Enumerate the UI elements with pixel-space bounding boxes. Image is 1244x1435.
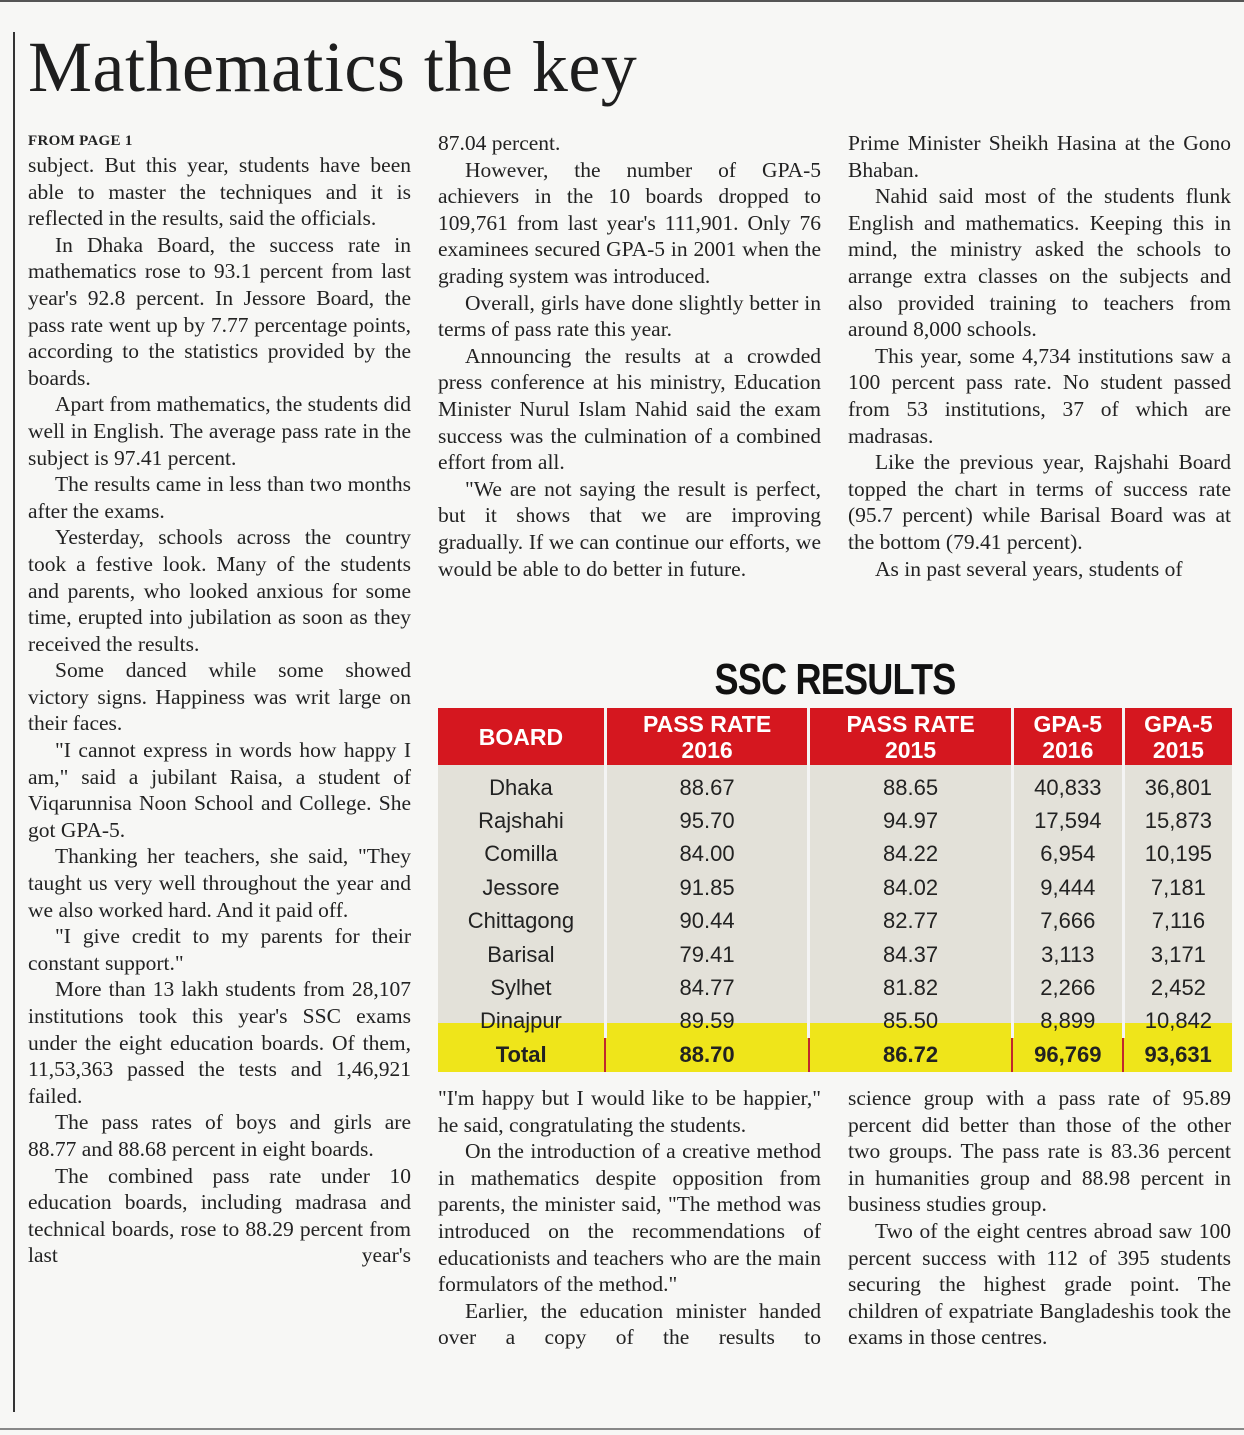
header-label: PASS RATE bbox=[642, 710, 772, 737]
total-row bbox=[438, 1038, 1232, 1071]
paragraph: In Dhaka Board, the success rate in mathematics rose to 93.1 percent from last year's 92.8 percent. In Jessore Board, the pass rate went up by 7.77 percentage points, according to the statistics provided by the boards. bbox=[28, 232, 411, 390]
ssc-results-table bbox=[438, 708, 1232, 1072]
value-cell: 95.70 bbox=[605, 804, 808, 837]
value-cell: 94.97 bbox=[809, 804, 1012, 837]
total-value-cell: 88.70 bbox=[605, 1038, 808, 1071]
header-label: GPA-5 bbox=[1033, 710, 1103, 737]
header-year: 2015 bbox=[884, 736, 937, 763]
table-row bbox=[438, 871, 1232, 904]
header-year: 2016 bbox=[681, 736, 733, 763]
value-cell: 7,181 bbox=[1123, 871, 1232, 904]
board-name-cell: Comilla bbox=[438, 838, 605, 871]
article-column-3-top bbox=[848, 130, 1231, 582]
table-row bbox=[438, 838, 1232, 871]
header-year: 2016 bbox=[1042, 736, 1094, 763]
board-name-cell: Dinajpur bbox=[438, 1005, 605, 1038]
header-label: PASS RATE bbox=[846, 710, 975, 737]
board-name-cell: Jessore bbox=[438, 871, 605, 904]
value-cell: 17,594 bbox=[1012, 804, 1123, 837]
table-row bbox=[438, 938, 1232, 971]
paragraph: However, the number of GPA-5 achievers in the 10 boards dropped to 109,761 from last year's 111,901. Only 76 examinees secured GPA-5 in 2001 when the grading system was introduced. bbox=[438, 157, 821, 288]
paragraph: Announcing the results at a crowded press conference at his ministry, Education Minister Nurul Islam Nahid said the exam success was the culmination of a combined effort from all. bbox=[438, 343, 821, 475]
paragraph: Two of the eight centres abroad saw 100 percent success with 112 of 395 students securing the highest grade point. The children of expatriate Bangladeshis took the exams in those centres. bbox=[848, 1218, 1231, 1350]
paragraph: science group with a pass rate of 95.89 percent did better than those of the other two groups. The pass rate is 83.36 percent in humanities group and 88.98 percent in business studies group. bbox=[848, 1086, 1231, 1217]
headline: Mathematics the key bbox=[28, 27, 638, 107]
table-row bbox=[438, 804, 1232, 837]
value-cell: 84.02 bbox=[809, 871, 1012, 904]
value-cell: 15,873 bbox=[1123, 804, 1232, 837]
board-name-cell: Dhaka bbox=[438, 765, 605, 804]
paragraph: As in past several years, students of bbox=[875, 556, 1183, 581]
value-cell: 7,116 bbox=[1123, 905, 1232, 938]
value-cell: 84.77 bbox=[605, 971, 808, 1004]
article-column-1 bbox=[28, 130, 411, 1269]
value-cell: 10,195 bbox=[1123, 838, 1232, 871]
value-cell: 2,452 bbox=[1123, 971, 1232, 1004]
header-label: GPA-5 bbox=[1144, 710, 1213, 737]
table-title: SSC RESULTS bbox=[714, 655, 956, 704]
paragraph: "We are not saying the result is perfect, but it shows that we are improving gradually. If we can continue our efforts, we would be able to do better in future. bbox=[438, 476, 821, 581]
value-cell: 3,171 bbox=[1123, 938, 1232, 971]
value-cell: 82.77 bbox=[809, 905, 1012, 938]
paragraph: Nahid said most of the students flunk English and mathematics. Keeping this in mind, the ministry asked the schools to arrange extra classes on the subjects and also provided training to teachers from around 8,000 schools. bbox=[848, 184, 1231, 342]
column-rule bbox=[13, 32, 15, 1412]
paragraph: 87.04 percent. bbox=[438, 131, 561, 155]
column-header-pass-rate-2015 bbox=[809, 708, 1012, 765]
paragraph: More than 13 lakh students from 28,107 institutions took this year's SSC exams under the eight education boards. Of them, 11,53,363 passed the tests and 1,46,921 failed. bbox=[28, 977, 411, 1108]
column-header-pass-rate-2016 bbox=[605, 708, 808, 765]
bottom-rule bbox=[0, 1428, 1244, 1430]
paragraph: subject. But this year, students have been able to master the techniques and it is reflected in the results, said the officials. bbox=[28, 153, 411, 231]
value-cell: 85.50 bbox=[809, 1005, 1012, 1038]
value-cell: 90.44 bbox=[605, 905, 808, 938]
value-cell: 3,113 bbox=[1012, 938, 1123, 971]
total-value-cell: 86.72 bbox=[809, 1038, 1012, 1071]
value-cell: 36,801 bbox=[1123, 765, 1232, 804]
value-cell: 88.65 bbox=[809, 765, 1012, 804]
paragraph: "I'm happy but I would like to be happier," he said, congratulating the students. bbox=[438, 1086, 821, 1137]
value-cell: 7,666 bbox=[1012, 905, 1123, 938]
value-cell: 84.37 bbox=[809, 938, 1012, 971]
value-cell: 8,899 bbox=[1012, 1005, 1123, 1038]
column-header-board bbox=[438, 708, 605, 765]
paragraph: Thanking her teachers, she said, "They taught us very well throughout the year and we also worked hard. And it paid off. bbox=[28, 844, 411, 922]
value-cell: 84.22 bbox=[809, 838, 1012, 871]
board-name-cell: Rajshahi bbox=[438, 804, 605, 837]
kicker: FROM PAGE 1 bbox=[28, 133, 133, 149]
value-cell: 81.82 bbox=[809, 971, 1012, 1004]
article-column-3-bottom bbox=[848, 1085, 1231, 1351]
value-cell: 9,444 bbox=[1012, 871, 1123, 904]
value-cell: 91.85 bbox=[605, 871, 808, 904]
table-row bbox=[438, 905, 1232, 938]
value-cell: 79.41 bbox=[605, 938, 808, 971]
paragraph: This year, some 4,734 institutions saw a 100 percent pass rate. No student passed from 53 institutions, 37 of which are madrasas. bbox=[848, 343, 1231, 448]
article-column-2-top bbox=[438, 130, 821, 582]
board-name-cell: Sylhet bbox=[438, 971, 605, 1004]
paragraph: Prime Minister Sheikh Hasina at the Gono Bhaban. bbox=[848, 131, 1231, 182]
total-value-cell: 93,631 bbox=[1123, 1038, 1232, 1071]
value-cell: 84.00 bbox=[605, 838, 808, 871]
value-cell: 6,954 bbox=[1012, 838, 1123, 871]
value-cell: 88.67 bbox=[605, 765, 808, 804]
paragraph: Some danced while some showed victory signs. Happiness was writ large on their faces. bbox=[28, 658, 411, 736]
table-row bbox=[438, 765, 1232, 804]
paragraph: "I give credit to my parents for their constant support." bbox=[28, 924, 411, 975]
table-row bbox=[438, 1005, 1232, 1038]
header-label: BOARD bbox=[478, 723, 564, 750]
paragraph: The combined pass rate under 10 education boards, including madrasa and technical boards, rose to 88.29 percent from last year's bbox=[28, 1163, 411, 1268]
paragraph: Apart from mathematics, the students did well in English. The average pass rate in the subject is 97.41 percent. bbox=[28, 392, 411, 470]
table-header-row bbox=[438, 708, 1232, 765]
paragraph: Overall, girls have done slightly better in terms of pass rate this year. bbox=[438, 290, 821, 342]
table-row bbox=[438, 971, 1232, 1004]
total-label-cell: Total bbox=[438, 1038, 605, 1071]
paragraph: "I cannot express in words how happy I am," said a jubilant Raisa, a student of Viqarunnisa Noon School and College. She got GPA-5. bbox=[28, 738, 411, 842]
total-value-cell: 96,769 bbox=[1012, 1038, 1123, 1071]
board-name-cell: Barisal bbox=[438, 938, 605, 971]
value-cell: 2,266 bbox=[1012, 971, 1123, 1004]
paragraph: The results came in less than two months after the exams. bbox=[28, 472, 411, 523]
header-year: 2015 bbox=[1152, 736, 1204, 763]
value-cell: 89.59 bbox=[605, 1005, 808, 1038]
paragraph: Earlier, the education minister handed over a copy of the results to bbox=[438, 1298, 821, 1350]
paragraph: Like the previous year, Rajshahi Board topped the chart in terms of success rate (95.7 percent) while Barisal Board was at the bottom (79.41 percent). bbox=[848, 450, 1231, 554]
paragraph: On the introduction of a creative method in mathematics despite opposition from parents, the minister said, "The method was introduced on the recommendations of educationists and teachers who are the main formulators of the method." bbox=[438, 1139, 821, 1297]
article-column-2-bottom bbox=[438, 1085, 821, 1351]
value-cell: 40,833 bbox=[1012, 765, 1123, 804]
value-cell: 10,842 bbox=[1123, 1005, 1232, 1038]
top-rule bbox=[0, 0, 1244, 2]
paragraph: The pass rates of boys and girls are 88.77 and 88.68 percent in eight boards. bbox=[28, 1110, 411, 1161]
column-header-gpa5-2016 bbox=[1012, 708, 1123, 765]
board-name-cell: Chittagong bbox=[438, 905, 605, 938]
paragraph: Yesterday, schools across the country took a festive look. Many of the students and parents, who looked anxious for some time, erupted into jubilation as soon as they received the results. bbox=[28, 525, 411, 656]
column-header-gpa5-2015 bbox=[1123, 708, 1232, 765]
